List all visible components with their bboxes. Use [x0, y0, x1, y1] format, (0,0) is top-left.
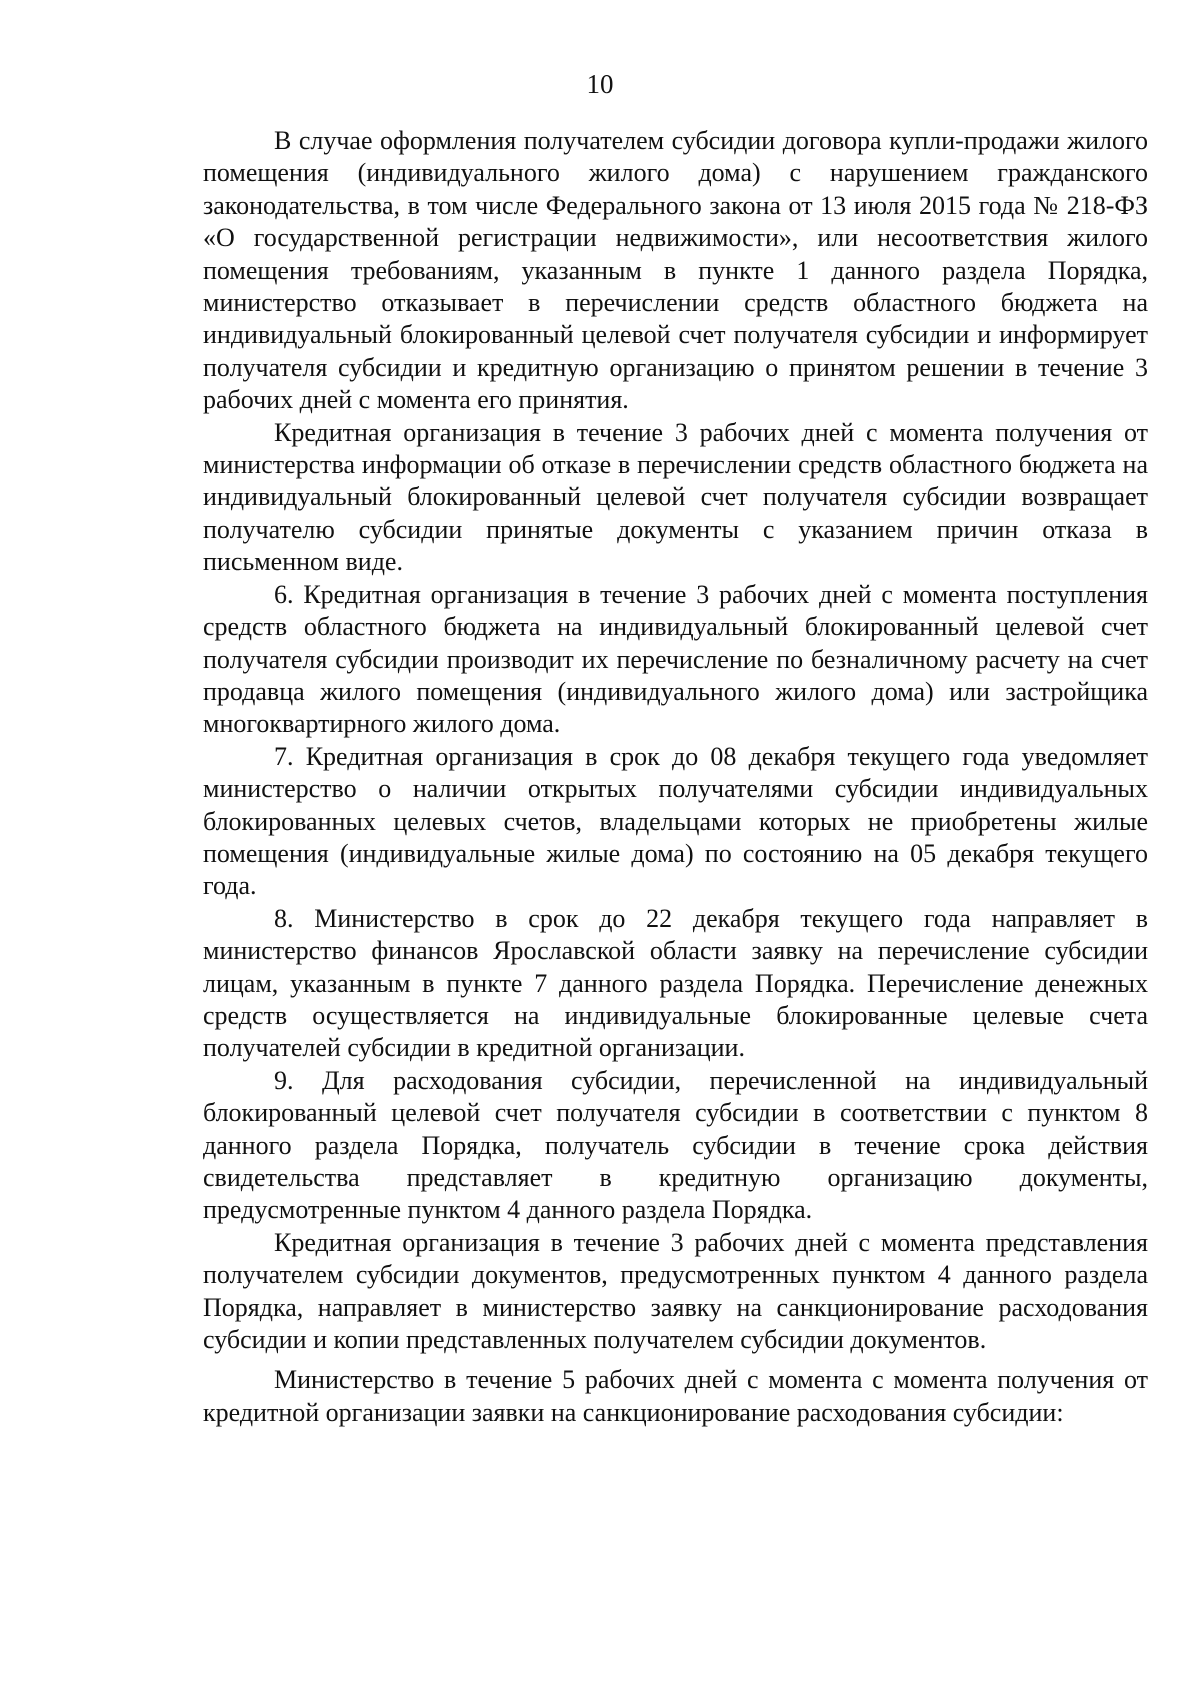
paragraph-refusal-notice: В случае оформления получателем субсидии договора купли-продажи жилого помещения (индивидуального жилого дома) с нарушением гражданского законодательства, в том числе Федерального закона от 13 июля 2015 года № 218-ФЗ «О государственной регистрации недвижимости», или несоответствия жилого помещения требованиям, указанным в пункте 1 данного раздела Порядка, министерство отказывает в перечислении средств областного бюджета на индивидуальный блокированный целевой счет получателя субсидии и информирует получателя субсидии и кредитную организацию о принятом решении в течение 3 рабочих дней с момента его принятия.	[203, 126, 1148, 415]
paragraph-item-6: 6. Кредитная организация в течение 3 рабочих дней с момента поступления средств областного бюджета на индивидуальный блокированный целевой счет получателя субсидии производит их перечисление по безналичному расчету на счет продавца жилого помещения (индивидуального жилого дома) или застройщика многоквартирного жилого дома.	[203, 579, 1148, 739]
paragraph-item-8: 8. Министерство в срок до 22 декабря текущего года направляет в министерство финансов Ярославской области заявку на перечисление субсидии лицам, указанным в пункте 7 данного раздела Порядка. Перечисление денежных средств осуществляется на индивидуальные блокированные целевые счета получателей субсидии в кредитной организации.	[203, 903, 1148, 1063]
paragraph-document-return: Кредитная организация в течение 3 рабочих дней с момента получения от министерства информации об отказе в перечислении средств областного бюджета на индивидуальный блокированный целевой счет получателя субсидии возвращает получателю субсидии принятые документы с указанием причин отказа в письменном виде.	[203, 417, 1148, 577]
page-number: 10	[586, 69, 614, 99]
paragraph-item-7: 7. Кредитная организация в срок до 08 декабря текущего года уведомляет министерство о наличии открытых получателями субсидии индивидуальных блокированных целевых счетов, владельцами которых не приобретены жилые помещения (индивидуальные жилые дома) по состоянию на 05 декабря текущего года.	[203, 741, 1148, 901]
paragraph-ministry-review: Министерство в течение 5 рабочих дней с момента с момента получения от кредитной организации заявки на санкционирование расходования субсидии:	[203, 1365, 1148, 1427]
paragraph-item-9: 9. Для расходования субсидии, перечисленной на индивидуальный блокированный целевой счет получателя субсидии в соответствии с пунктом 8 данного раздела Порядка, получатель субсидии в течение срока действия свидетельства представляет в кредитную организацию документы, предусмотренные пунктом 4 данного раздела Порядка.	[203, 1065, 1148, 1225]
document-body	[203, 125, 1148, 1429]
paragraph-bank-request: Кредитная организация в течение 3 рабочих дней с момента представления получателем субсидии документов, предусмотренных пунктом 4 данного раздела Порядка, направляет в министерство заявку на санкционирование расходования субсидии и копии представленных получателем субсидии документов.	[203, 1227, 1148, 1355]
